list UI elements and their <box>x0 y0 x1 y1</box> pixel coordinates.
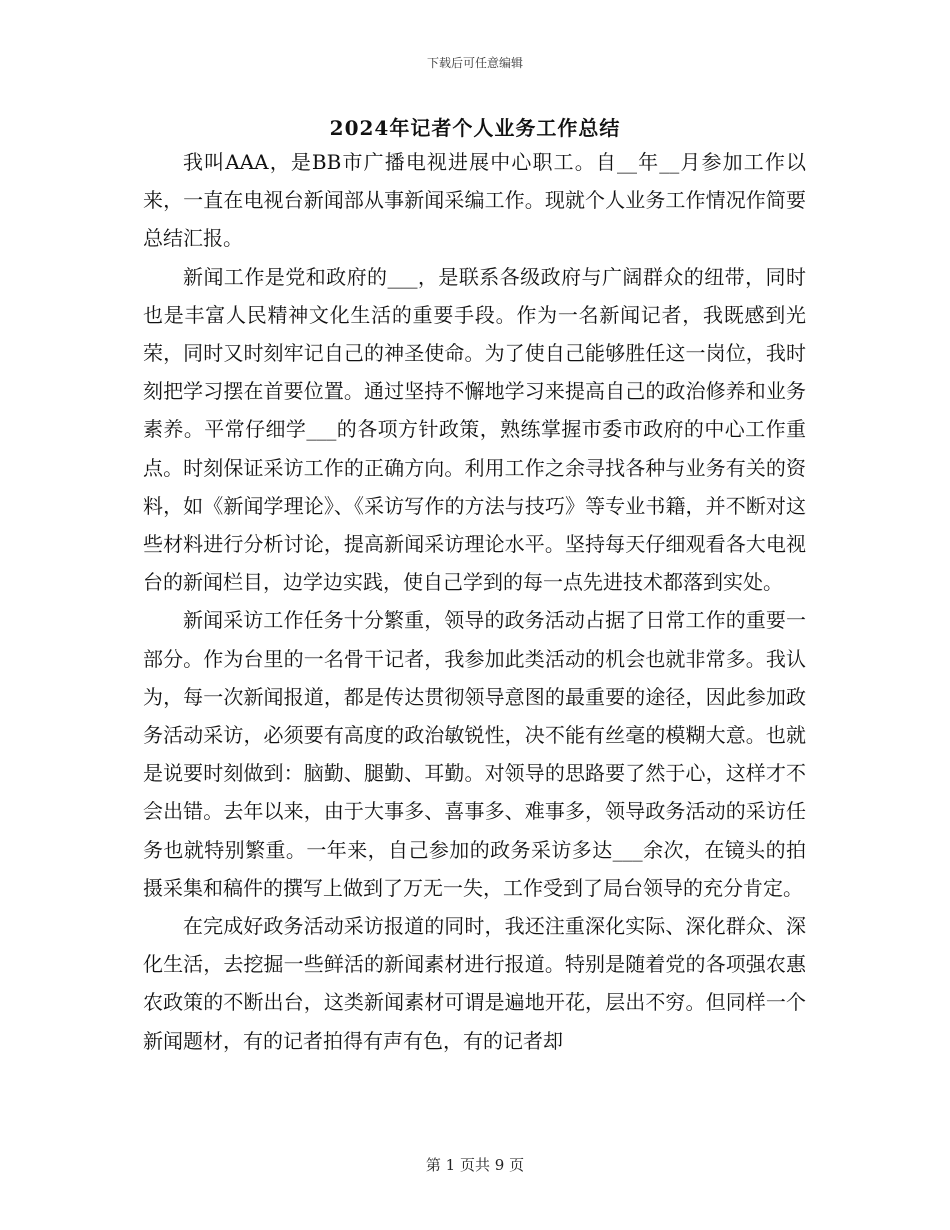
document-title: 2024年记者个人业务工作总结 <box>329 116 621 140</box>
document-body <box>143 143 806 1060</box>
page-number: 第 1 页共 9 页 <box>425 1156 525 1174</box>
paragraph-4: 在完成好政务活动采访报道的同时，我还注重深化实际、深化群众、深化生活，去挖掘一些鲜活的新闻素材进行报道。特别是随着党的各项强农惠农政策的不断出台，这类新闻素材可谓是遍地开花，层出不穷。但同样一个新闻题材，有的记者拍得有声有色，有的记者却 <box>143 914 806 1053</box>
paragraph-1: 我叫AAA，是BB市广播电视进展中心职工。自__年__月参加工作以来，一直在电视台新闻部从事新闻采编工作。现就个人业务工作情况作简要总结汇报。 <box>143 150 806 251</box>
paragraph-3: 新闻采访工作任务十分繁重，领导的政务活动占据了日常工作的重要一部分。作为台里的一名骨干记者，我参加此类活动的机会也就非常多。我认为，每一次新闻报道，都是传达贯彻领导意图的最重要的途径，因此参加政务活动采访，必须要有高度的政治敏锐性，决不能有丝毫的模糊大意。也就是说要时刻做到：脑勤、腿勤、耳勤。对领导的思路要了然于心，这样才不会出错。去年以来，由于大事多、喜事多、难事多，领导政务活动的采访任务也就特别繁重。一年来，自己参加的政务采访多达___余次，在镜头的拍摄采集和稿件的撰写上做到了万无一失，工作受到了局台领导的充分肯定。 <box>143 608 806 900</box>
paragraph-2: 新闻工作是党和政府的___，是联系各级政府与广阔群众的纽带，同时也是丰富人民精神文化生活的重要手段。作为一名新闻记者，我既感到光荣，同时又时刻牢记自己的神圣使命。为了使自己能够胜任这一岗位，我时刻把学习摆在首要位置。通过坚持不懈地学习来提高自己的政治修养和业务素养。平常仔细学___的各项方针政策，熟练掌握市委市政府的中心工作重点。时刻保证采访工作的正确方向。利用工作之余寻找各种与业务有关的资料，如《新闻学理论》、《采访写作的方法与技巧》等专业书籍，并不断对这些材料进行分析讨论，提高新闻采访理论水平。坚持每天仔细观看各大电视台的新闻栏目，边学边实践，使自己学到的每一点先进技术都落到实处。 <box>143 264 806 595</box>
header-note: 下载后可任意编辑 <box>426 56 523 70</box>
